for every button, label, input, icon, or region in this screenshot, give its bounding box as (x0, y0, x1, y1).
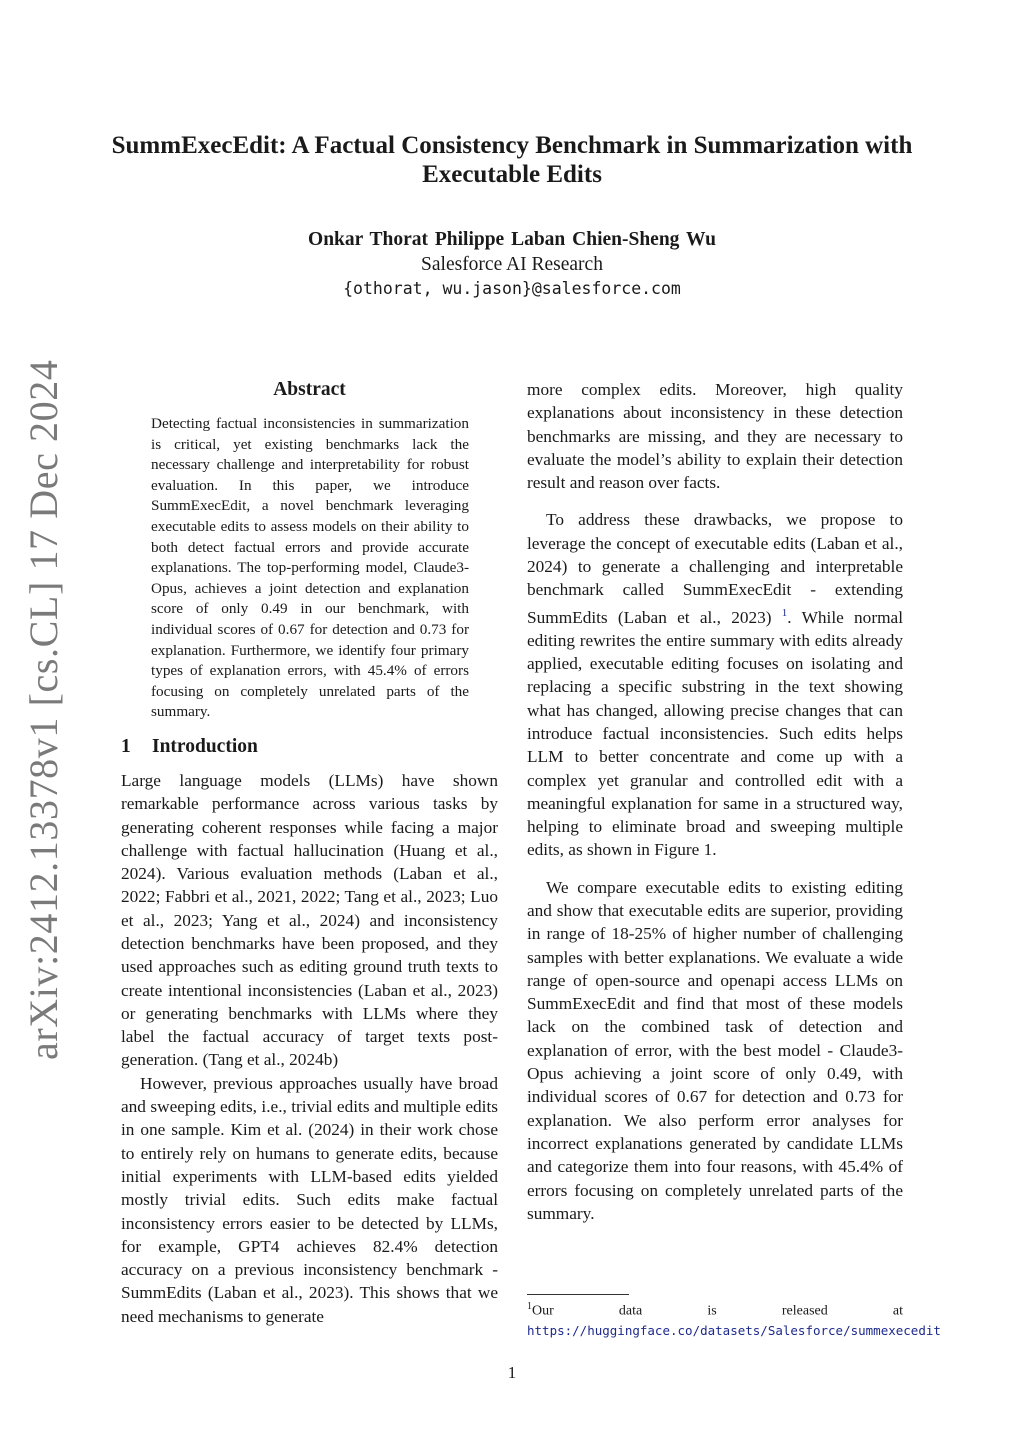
dataset-link[interactable]: https://huggingface.co/datasets/Salesforce/summexecedit (527, 1322, 941, 1338)
intro-paragraph-3: more complex edits. Moreover, high quality explanations about inconsistency in these detection benchmarks are missing, and they are necessary to evaluate the model’s ability to explain their detection result and reason over facts. (527, 380, 903, 493)
right-column (527, 378, 903, 1225)
author-email[interactable]: {othorat, wu.jason}@salesforce.com (343, 279, 681, 298)
intro-paragraph-1: Large language models (LLMs) have shown remarkable performance across various tasks by generating coherent responses while facing a major challenge with factual hallucination (Huang et al., 2024). Various evaluation methods (Laban et al., 2022; Fabbri et al., 2021, 2022; Tang et al., 2023; Luo et al., 2023; Yang et al., 2024) and inconsistency detection benchmarks have been proposed, and they used approaches such as editing ground truth texts to create intentional inconsistencies (Laban et al., 2023) or generating benchmarks with LLMs where they label the factual accuracy of target texts post-generation. (Tang et al., 2024b) (121, 770, 498, 1070)
section-title: Introduction (152, 735, 258, 757)
footnote-divider (527, 1294, 629, 1295)
abstract-text: Detecting factual inconsistencies in summarization is critical, yet existing benchmarks lack the necessary challenge and interpretability for robust evaluation. In this paper, we introduce SummExecEdit, a novel benchmark leveraging executable edits to assess models on their ability to both detect factual errors and provide accurate explanations. The top-performing model, Claude3-Opus, achieves a joint detection and explanation score of only 0.49 in our benchmark, with individual scores of 0.67 for detection and 0.73 for explanation. Furthermore, we identify four primary types of explanation errors, with 45.4% of errors focusing on completely unrelated parts of the summary. (151, 415, 469, 721)
section-number: 1 (121, 735, 131, 757)
intro-paragraph-4 (527, 508, 903, 861)
paragraph-4-text-b: . While normal editing rewrites the entire summary with edits already applied, executable editing focuses on isolating and replacing a specific substring in the text showing what has changed, allowing precise changes that can introduce factual inconsistencies. Such edits helps LLM to better concentrate and come up with a complex yet granular and controlled edit with a meaningful explanation for same in a structured way, helping to eliminate broad and sweeping multiple edits, as shown in Figure 1. (527, 607, 903, 860)
arxiv-identifier: arXiv:2412.13378v1 [cs.CL] 17 Dec 2024 (21, 359, 66, 1060)
left-column (121, 378, 498, 1328)
abstract-heading: Abstract (273, 379, 346, 400)
paper-title: SummExecEdit: A Factual Consistency Benchmark in Summarization with Executable Edits (111, 132, 913, 188)
intro-paragraph-5: We compare executable edits to existing editing and show that executable edits are superior, providing in range of 18-25% of higher number of challenging samples with better explanations. We evaluate a wide range of open-source and openapi access LLMs on SummExecEdit and find that most of these models lack on the combined task of detection and explanation of error, with the best model - Claude3-Opus achieving a joint score of only 0.49, with individual scores of 0.67 for detection and 0.73 for explanation. We also perform error analyses for incorrect explanations generated by candidate LLMs and categorize them into four reasons, with 45.4% of errors focusing on completely unrelated parts of the summary. (527, 877, 903, 1223)
page-number: 1 (507, 1363, 517, 1382)
footnote (527, 1297, 941, 1341)
section-heading-introduction (121, 735, 498, 759)
footnote-text: Our data is released at (532, 1303, 903, 1319)
author-list: Onkar Thorat Philippe Laban Chien-Sheng Wu (308, 229, 716, 250)
footnote-reference[interactable]: 1 (781, 606, 788, 619)
intro-paragraph-2: However, previous approaches usually have broad and sweeping edits, i.e., trivial edits and multiple edits in one sample. Kim et al. (2024) in their work chose to entirely rely on humans to generate edits, because initial experiments with LLM-based edits yielded mostly trivial edits. Such edits make factual inconsistency errors easier to be detected by LLMs, for example, GPT4 achieves 82.4% detection accuracy on a previous inconsistency benchmark - SummEdits (Laban et al., 2023). This shows that we need mechanisms to generate (121, 1073, 498, 1326)
footnote-mark: 1 (527, 1301, 532, 1312)
paragraph-4-text-a: To address these drawbacks, we propose to leverage the concept of executable edits (Laban et al., 2024) to generate a challenging and interpretable benchmark called SummExecEdit - extending SummEdits (Laban et al., 2023) (527, 510, 903, 627)
affiliation: Salesforce AI Research (421, 254, 603, 275)
